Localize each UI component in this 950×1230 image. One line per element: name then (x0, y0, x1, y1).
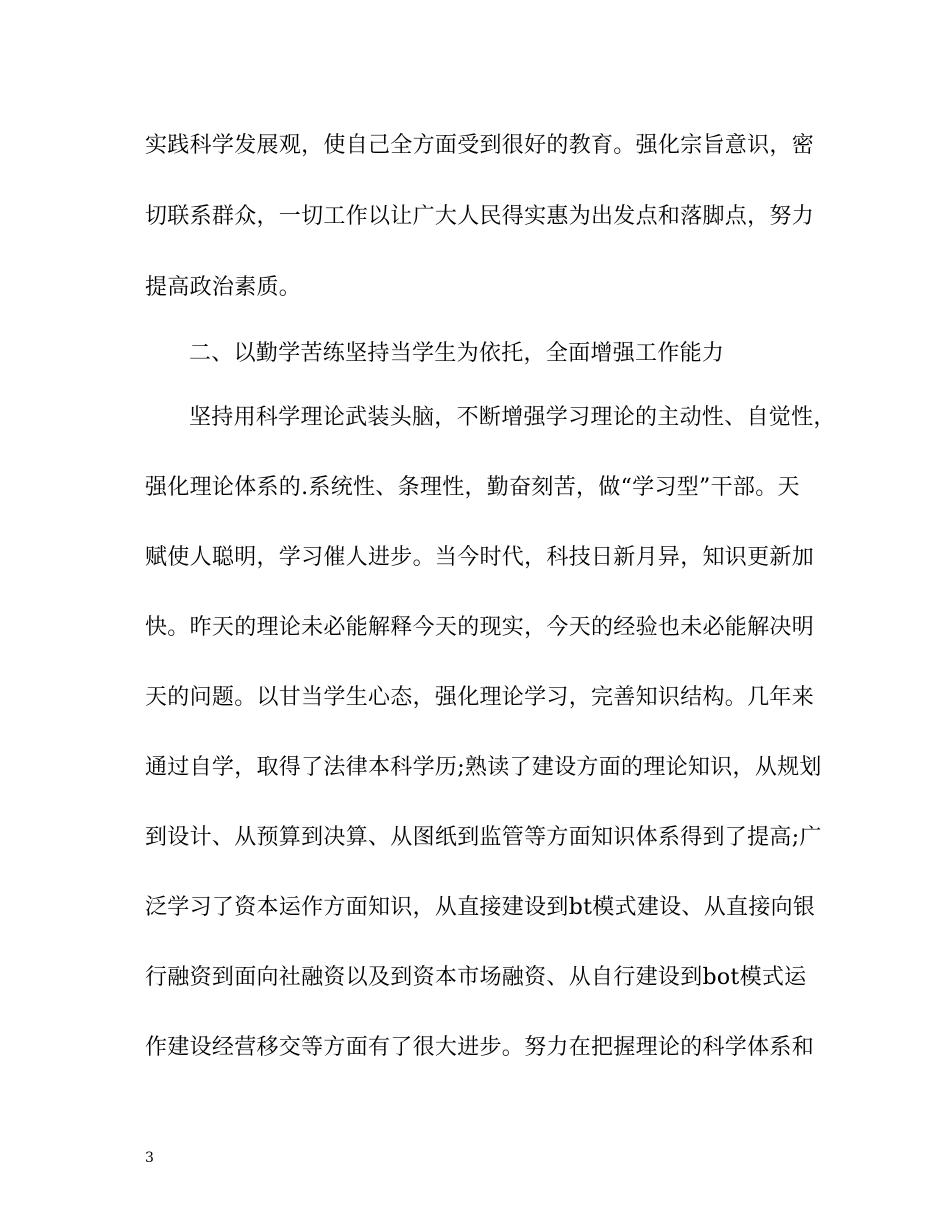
paragraph-line-8: 快。昨天的理论未必能解释今天的现实，今天的经验也未必能解决明 (145, 615, 815, 640)
paragraph-line-6: 强化理论体系的.系统性、条理性，勤奋刻苦，做“学习型”干部。天 (145, 475, 800, 500)
section-heading: 二、以勤学苦练坚持当学生为依托，全面增强工作能力 (189, 341, 725, 366)
paragraph-line-10: 通过自学，取得了法律本科学历;熟读了建设方面的理论知识，从规划 (145, 755, 822, 780)
paragraph-line-14: 作建设经营移交等方面有了很大进步。努力在把握理论的科学体系和 (145, 1035, 815, 1060)
page-number: 3 (145, 1150, 154, 1166)
paragraph-line-2: 切联系群众，一切工作以让广大人民得实惠为出发点和落脚点，努力 (145, 204, 815, 229)
paragraph-line-11: 到设计、从预算到决算、从图纸到监管等方面知识体系得到了提高;广 (145, 825, 822, 850)
paragraph-line-9: 天的问题。以甘当学生心态，强化理论学习，完善知识结构。几年来 (145, 685, 815, 710)
paragraph-line-12: 泛学习了资本运作方面知识，从直接建设到bt模式建设、从直接向银 (145, 895, 816, 920)
paragraph-line-13: 行融资到面向社融资以及到资本市场融资、从自行建设到bot模式运 (145, 965, 807, 990)
paragraph-line-3: 提高政治素质。 (145, 275, 302, 300)
paragraph-line-5: 坚持用科学理论武装头脑，不断增强学习理论的主动性、自觉性， (189, 405, 836, 430)
paragraph-line-1: 实践科学发展观，使自己全方面受到很好的教育。强化宗旨意识，密 (145, 133, 815, 158)
paragraph-line-7: 赋使人聪明，学习催人进步。当今时代，科技日新月异，知识更新加 (145, 545, 815, 570)
